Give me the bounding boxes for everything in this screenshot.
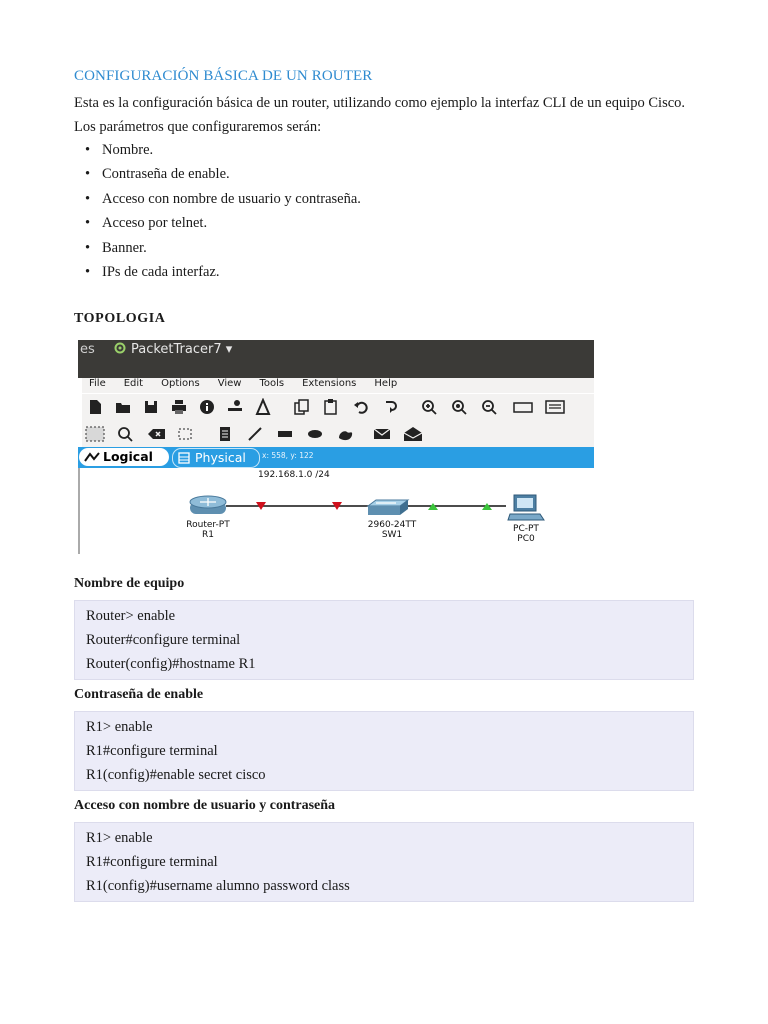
zoom-in-icon[interactable] — [420, 398, 438, 416]
network-info-icon[interactable] — [226, 398, 244, 416]
code-block — [74, 600, 694, 680]
packet-tracer-icon — [114, 342, 126, 354]
list-item: • Contraseña de enable. — [74, 162, 361, 186]
info-icon[interactable] — [198, 398, 216, 416]
topology-heading: TOPOLOGIA — [74, 311, 166, 326]
open-folder-icon[interactable] — [114, 398, 132, 416]
tab-logical[interactable]: Logical — [79, 448, 169, 466]
packet-tracer-screenshot — [78, 340, 594, 554]
list-item: • Acceso por telnet. — [74, 211, 361, 235]
print-icon[interactable] — [170, 398, 188, 416]
router-type-label: Router-PT — [186, 520, 230, 530]
menu-edit[interactable]: Edit — [123, 378, 144, 389]
add-complex-pdu-icon[interactable] — [402, 425, 424, 443]
intro-paragraph: Esta es la configuración básica de un router, utilizando como ejemplo la interfaz CLI de un equipo Cisco. Los parámetros que configuraremos serán: — [74, 95, 686, 135]
zoom-reset-icon[interactable] — [450, 398, 468, 416]
switch-name-label: SW1 — [381, 530, 403, 540]
list-item: • IPs de cada interfaz. — [74, 260, 361, 284]
activity-wizard-icon[interactable] — [254, 398, 272, 416]
logical-icon — [84, 451, 100, 463]
bullet-icon: • — [85, 263, 91, 280]
document-title: CONFIGURACIÓN BÁSICA DE UN ROUTER — [74, 68, 373, 84]
pc-type-label: PC-PT — [513, 524, 539, 534]
draw-rectangle-icon[interactable] — [276, 425, 294, 443]
menu-bar — [82, 378, 594, 393]
paste-icon[interactable] — [322, 398, 340, 416]
app-title: PacketTracer7 ▾ — [114, 342, 232, 357]
code-line: R1(config)#enable secret cisco — [86, 767, 266, 783]
menu-extensions[interactable]: Extensions — [302, 378, 357, 389]
router-icon[interactable] — [188, 494, 228, 518]
section-heading: Contraseña de enable — [74, 687, 204, 702]
section-heading: Acceso con nombre de usuario y contraseña — [74, 798, 336, 813]
add-simple-pdu-icon[interactable] — [372, 425, 394, 443]
save-icon[interactable] — [142, 398, 160, 416]
bullet-icon: • — [85, 142, 91, 158]
new-file-icon[interactable] — [86, 398, 104, 416]
zoom-out-icon[interactable] — [480, 398, 498, 416]
logical-workspace[interactable] — [78, 468, 594, 554]
window-titlebar: es PacketTracer7 ▾ — [78, 340, 594, 378]
delete-icon[interactable] — [146, 425, 168, 443]
code-line: R1#configure terminal — [86, 854, 218, 870]
palette-icon[interactable] — [512, 398, 534, 416]
list-item: • Banner. — [74, 236, 361, 260]
freeform-icon[interactable] — [336, 425, 354, 443]
select-icon[interactable] — [84, 425, 106, 443]
list-item: • Nombre. — [74, 138, 361, 162]
pc-name-label: PC0 — [517, 534, 535, 544]
bullet-icon: • — [85, 190, 91, 207]
bullet-icon: • — [85, 215, 91, 232]
draw-line-icon[interactable] — [246, 425, 264, 443]
code-block — [74, 822, 694, 902]
bullet-icon: • — [85, 239, 91, 256]
physical-icon — [178, 452, 190, 464]
undo-icon[interactable] — [352, 398, 370, 416]
menu-options[interactable]: Options — [161, 378, 200, 389]
bullet-icon: • — [85, 166, 91, 183]
code-block — [74, 711, 694, 791]
code-line: Router(config)#hostname R1 — [86, 656, 256, 672]
router-name-label: R1 — [202, 530, 214, 540]
switch-icon[interactable] — [366, 498, 410, 518]
place-note-icon[interactable] — [216, 425, 234, 443]
network-label: 192.168.1.0 /24 — [258, 470, 330, 480]
code-line: R1#configure terminal — [86, 743, 218, 759]
redo-icon[interactable] — [382, 398, 400, 416]
tab-physical[interactable]: Physical — [172, 448, 260, 468]
menu-file[interactable]: File — [89, 378, 106, 389]
menu-view[interactable]: View — [217, 378, 242, 389]
resize-shape-icon[interactable] — [176, 425, 194, 443]
code-line: Router#configure terminal — [86, 632, 241, 648]
pc-icon[interactable] — [506, 494, 546, 522]
section-heading: Nombre de equipo — [74, 576, 185, 591]
menu-help[interactable]: Help — [374, 378, 398, 389]
code-line: Router> enable — [86, 608, 176, 624]
menu-tools[interactable]: Tools — [259, 378, 285, 389]
copy-icon[interactable] — [292, 398, 310, 416]
code-line: R1(config)#username alumno password class — [86, 878, 350, 894]
list-item: • Acceso con nombre de usuario y contraseña. — [74, 187, 361, 211]
code-line: R1> enable — [86, 719, 153, 735]
draw-ellipse-icon[interactable] — [306, 425, 324, 443]
code-line: R1> enable — [86, 830, 153, 846]
inspect-icon[interactable] — [116, 425, 134, 443]
workspace-tab-bar — [78, 447, 594, 468]
switch-type-label: 2960-24TT — [367, 520, 417, 530]
cursor-coords: x: 558, y: 122 — [262, 451, 314, 460]
main-toolbar — [82, 394, 594, 422]
parameter-list — [74, 138, 361, 284]
custom-device-icon[interactable] — [544, 398, 566, 416]
drawing-toolbar — [82, 421, 594, 448]
